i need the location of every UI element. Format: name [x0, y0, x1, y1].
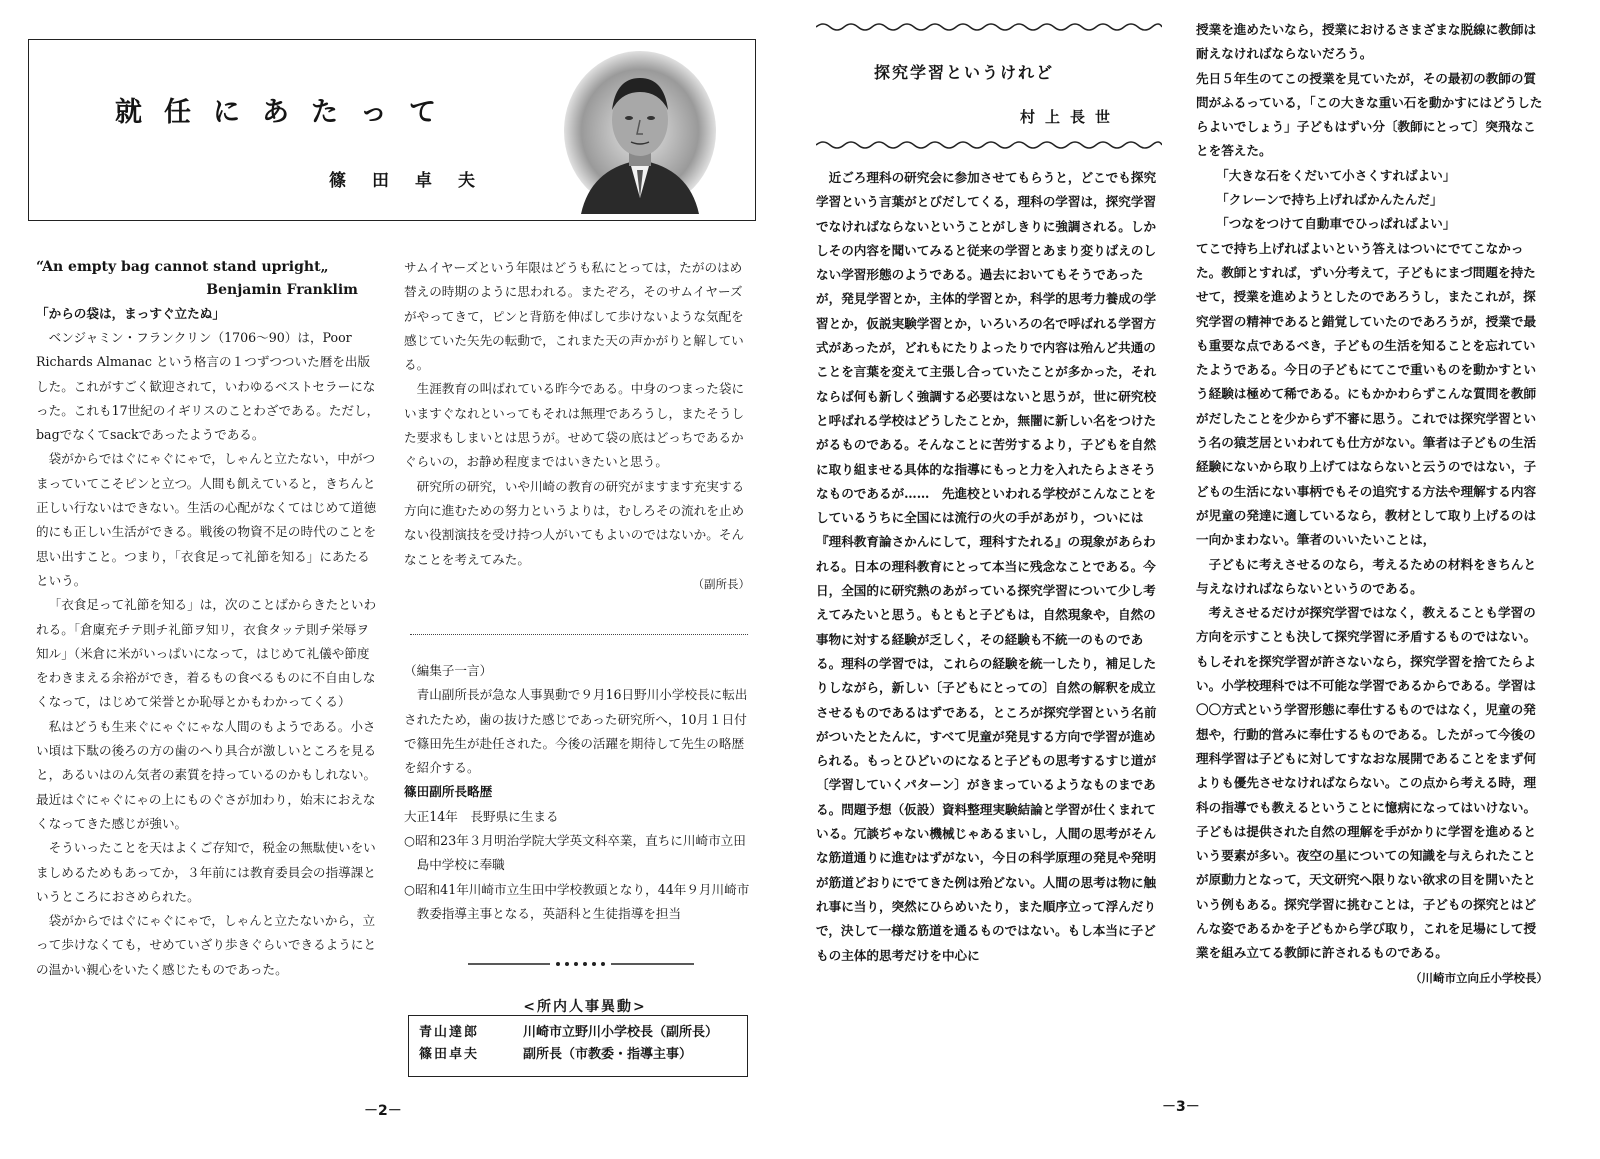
section-divider	[410, 634, 748, 635]
page-number: －3－	[1162, 1099, 1200, 1115]
paragraph: 袋がからではぐにゃぐにゃで，しゃんと立たない，中がつまっていてこそピンと立つ。人間も飢えていると，きちんと正しい行ないはできない。生活の心配がなくてはじめて道徳的にも正しい生活ができる。戦後の物資不足の時代のことを思い出すこと。つまり，「衣食足って礼節を知る」にあたるという。	[36, 451, 377, 588]
wave-rule-top	[816, 22, 1162, 32]
personnel-title: <所内人事異動>	[523, 999, 647, 1015]
article-title: 就任にあたって	[115, 97, 458, 128]
author-affiliation: （川崎市立向丘小学校長）	[1410, 970, 1548, 985]
left-page	[0, 0, 790, 1159]
paragraph: 私はどうも生来ぐにゃぐにゃな人間のもようである。小さい頃は下駄の後ろの方の歯のへり具合が激しいところを見ると，あるいはのん気者の素質を持っているのかもしれない。最近はぐにゃぐにゃの上にものぐさが加わり，始末におえなくなってきた感じが強い。	[36, 718, 377, 831]
author-signature: （副所長）	[692, 576, 750, 591]
epigraph-english: “An empty bag cannot stand upright„	[36, 259, 329, 275]
editor-note-text: 青山副所長が急な人事異動で９月16日野川小学校長に転出されたため，歯の抜けた感じであった研究所へ，10月１日付で篠田先生が赴任された。今後の活躍を期待して先生の略歴を紹介する。	[404, 687, 748, 776]
article-header-box	[28, 39, 756, 221]
paragraph-text: 考えさせるだけが探究学習ではなく，教えることも学習の方向を示すことも決して探究学習に矛盾するものではない。もしそれを探究学習が許さないなら，探究学習を捨てたらよい。小学校理科では不可能な学習であるからである。学習は〇〇方式という学習形態に奉仕するものではなく，児童の発想や，行動的営みに奉仕するものである。したがって今後の理科学習は子どもに対してすなおな展開であることをまず何よりも優先させなければならない。この点から考える時，理科の指導でも教えるということに憶病になってはいけない。子どもは提供された自然の理解を手がかりに学習を進めるという要素が多い。夜空の星についての知識を与えられたことが原動力となって，天文研究へ限りない欲求の目を開いたという例もある。探究学習に挑むことは，子どもの探究とはどんな姿であるかを子どもから学び取り，これを足場にして授業を組み立てる教師に許されるものである。	[1196, 605, 1537, 961]
quote-line: 「大きな石をくだいて小さくすればよい」	[1216, 167, 1456, 183]
quote-line: 「クレーンで持ち上げればかんたんだ」	[1216, 192, 1443, 208]
page-number: －2－	[364, 1103, 402, 1119]
wave-rule-bottom	[816, 140, 1162, 150]
paragraph: 先日５年生のてこの授業を見ていたが，その最初の教師の質問がふるっている，「この大きな重い石を動かすにはどうしたらよいでしょう」子どもはずい分〔教師にとって〕突飛なことを答えた。	[1196, 70, 1543, 159]
personnel-info: 川崎市立野川小学校長（副所長）	[523, 1025, 719, 1040]
paragraph: 子どもに考えさせるのなら，考えるための材料をきちんと与えなければならないというのである。	[1196, 556, 1537, 596]
paragraph: 「衣食足って礼節を知る」は，次のことばからきたといわれる。「倉廩充チテ則チ礼節ヲ知リ，衣食タッテ則チ栄辱ヲ知ル」（米倉に米がいっぱいになって，はじめて礼儀や節度をわきまえる余裕ができ，着るもの食べるものに不自由しなくなって，はじめて栄誉とか恥辱とかもわかってくる）	[36, 597, 377, 710]
ornament-rule	[468, 958, 694, 970]
paragraph: そういったことを天はよくご存知で，税金の無駄使いをいましめるためもあってか，３年前には教育委員会の指導課というところにおさめられた。	[36, 840, 376, 904]
bio-item: 大正14年 長野県に生まる	[404, 808, 559, 824]
editor-note-heading: （編集子一言）	[404, 663, 493, 678]
bio-item: ○昭和23年３月明治学院大学英文科卒業，直ちに川崎市立田島中学校に奉職	[404, 833, 746, 873]
personnel-row	[419, 1044, 737, 1066]
bio-heading: 篠田副所長略歴	[404, 784, 493, 800]
personnel-box	[408, 1015, 748, 1077]
personnel-row	[419, 1022, 737, 1044]
personnel-name: 青山達郎	[419, 1025, 480, 1040]
quote-line: 「つなをつけて自動車でひっぱればよい」	[1216, 216, 1456, 232]
paragraph: 袋がからではぐにゃぐにゃで，しゃんと立たないから，立って歩けなくても，せめていざり歩きぐらいできるようにとの温かい親心をいたく感じたものであった。	[36, 913, 377, 977]
epigraph-japanese: 「からの袋は，まっすぐ立たぬ」	[36, 306, 225, 321]
paragraph: サムイヤーズという年限はどうも私にとっては，たがのはめ替えの時期のように思われる。またぞろ，そのサムイヤーズがやってきて，ピンと背筋を伸ばして歩けないような気配を感じていた矢先の転動で，これまた天の声かがりと解している。	[404, 260, 744, 373]
paragraph: 研究所の研究，いや川崎の教育の研究がますます充実する方向に進むための努力というよりは，むしろその流れを止めない役割演技を受け持つ人がいてもよいのではないか。そんなことを考えてみた。	[404, 478, 745, 567]
author-portrait	[561, 48, 719, 214]
paragraph	[1196, 601, 1548, 985]
paragraph: ベンジャミン・フランクリン（1706～90）は，Poor Richards Almanac という格言の１つずつついた暦を出版した。これがすごく歓迎されて，いわゆるベストセラーになった。これも17世紀のイギリスのことわざである。ただし，bagでなくてsackであったようである。	[36, 330, 380, 443]
right-column-2	[1196, 18, 1548, 990]
article-title: 探究学習というけれど	[874, 63, 1055, 82]
left-column-2	[404, 256, 750, 596]
editor-note	[404, 659, 750, 926]
article-author: 村上長世	[1020, 108, 1121, 126]
left-column-1	[36, 256, 380, 982]
paragraph: てこで持ち上げればよいという答えはついにでてこなかった。教師とすれば，ずい分考えて，子どもにまづ問題を持たせて，授業を進めようとしたのであろうし，またこれが，探究学習の精神であると錯覚していたのであろうが，授業で最も重要な点であるべき，子どもの生活を知ることを忘れていたようである。今日の子どもにてこで重いものを動かすという経験は極めて稀である。にもかかわらずこんな質問を教師がだしたことを少からず不審に思う。これでは探究学習という名の猿芝居といわれても仕方がない。筆者は子どもの生活経験にないから取り上げてはならないと云うのではない，子どもの生活にない事柄でもその追究する方法や理解する内容が児童の発達に適しているなら，教材として取り上げるのは一向かまわない。筆者のいいたいことは，	[1196, 240, 1537, 548]
paragraph: 近ごろ理科の研究会に参加させてもらうと，どこでも探究学習という言葉がとびだしてくる，理科の学習は，探究学習でなければならないということがしきりに強調される。しかしその内容を聞いてみると従来の学習とあまり変りばえのしない学習形態のようである。過去においてもそうであったが，発見学習とか，主体的学習とか，科学的思考力養成の学習とか，仮説実験学習とか，いろいろの名で呼ばれる学習方式があったが，どれもにたりよったりで内容は殆んど共通のことを言葉を変えて主張し合っていたことが多かった，それならば何も新しく強調する必要はないと思うが，世に研究校と呼ばれる学校はどうしたことか，無闇に新しい名をつけたがるものである。そんなことに苦労するより，子どもを自然に取り組ませる具体的な指導にもっと力を入れたらよさそうなものであるが…… 先進校といわれる学校がこんなことをしているうちに全国には流行の火の手があがり，ついには『理科教育論さかんにして，理科すたれる』の現象があらわれる。日本の理科教育にとって本当に残念なことである。今日，全国的に研究熱のあがっている探究学習について少し考えてみたいと思う。もともと子どもは，自然現象や，自然の事物に対する経験が乏しく，その経験も不統一のものである。理科の学習では，これらの経験を統一したり，補足したりしながら，新しい〔子どもにとっての〕自然の解釈を成立させるものであるはずである，ところが探究学習という名前がついたとたんに，すべて児童が発見する方向で学習が進められる。もっとひどいのになると子どもの思考するすじ道が〔学習していくパターン〕がきまっているようなものまである。問題予想（仮設）資料整理実験結論と学習が仕くまれている。冗談ぢゃない機械じゃあるまいし，人間の思考がそんな筋道通りに進むはずがない，今日の科学原理の発見や発明が筋道どおりにでてきた例は殆どない。人間の思考は物に触れ事に当り，突然にひらめいたり，また順序立って浮んだりで，決して一様な筋道を通るものではない。もし本当に子どもの主体的思考だけを中心に	[816, 170, 1157, 963]
article-author: 篠田卓夫	[329, 171, 501, 191]
paragraph: 生涯教育の叫ばれている昨今である。中身のつまった袋にいますぐなれといってもそれは無理であろうし，またそうした要求もしまいとは思うが。せめて袋の底はどっちであるかぐらいの，お静め程度まではいきたいと思う。	[404, 381, 745, 470]
personnel-name: 篠田卓夫	[419, 1047, 480, 1062]
bio-item: ○昭和41年川崎市立生田中学校教頭となり，44年９月川崎市教委指導主事となる，英語科と生徒指導を担当	[404, 881, 750, 921]
paragraph: 授業を進めたいなら，授業におけるさまざまな脱線に教師は耐えなければならないだろう。	[1196, 22, 1537, 62]
epigraph-attribution: Benjamin Franklim	[206, 282, 358, 298]
personnel-info: 副所長（市教委・指導主事）	[523, 1047, 693, 1062]
right-column-1	[816, 166, 1168, 968]
